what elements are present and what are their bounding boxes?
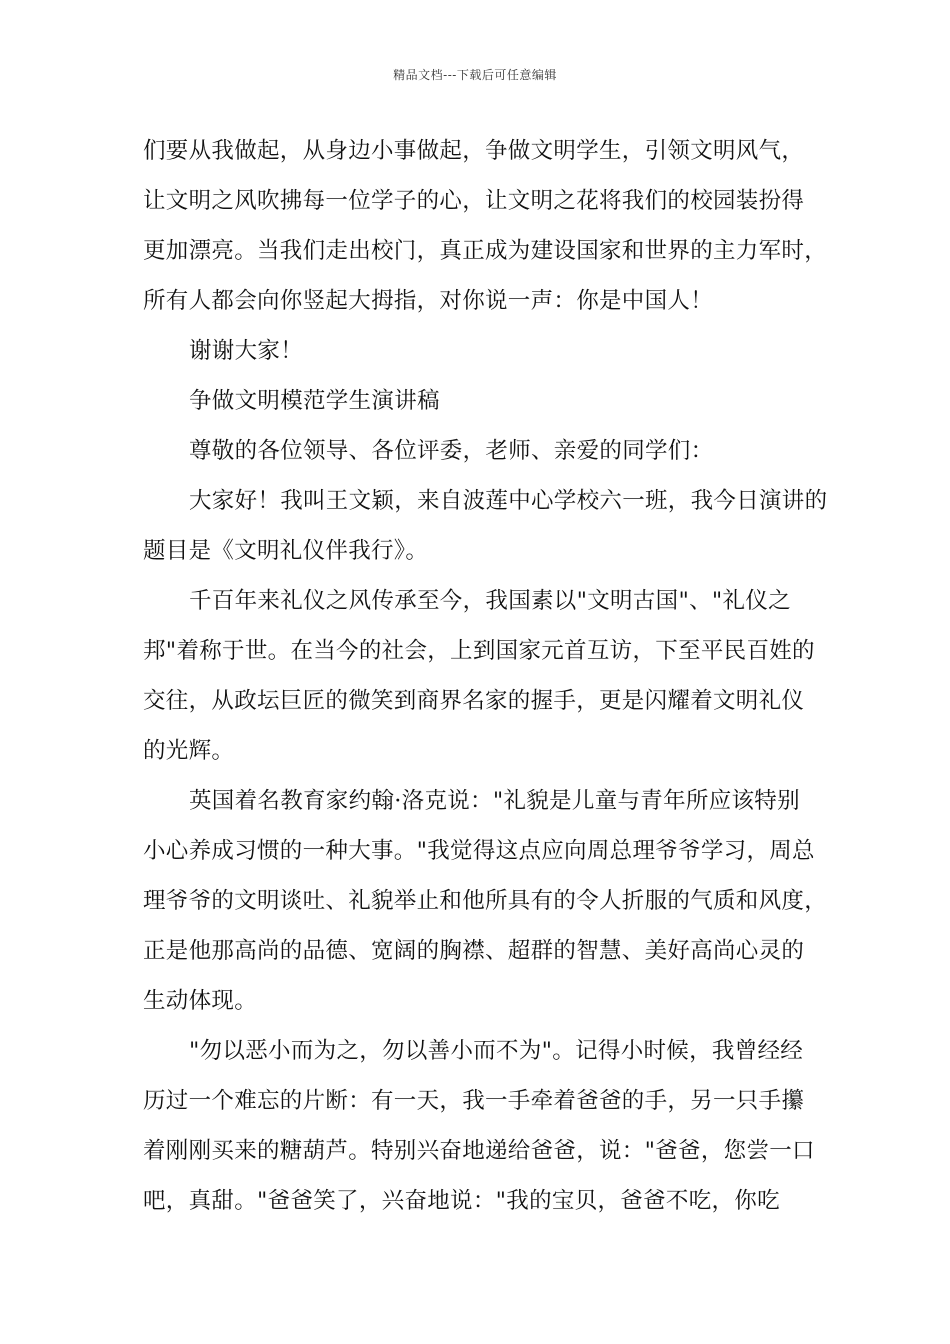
text-line: 小心养成习惯的一种大事。"我觉得这点应向周总理爷爷学习，周总 bbox=[143, 838, 815, 864]
page-header: 精品文档---下载后可任意编辑 bbox=[393, 68, 557, 82]
thanks-line: 谢谢大家！ bbox=[189, 338, 304, 364]
text-line: 英国着名教育家约翰·洛克说："礼貌是儿童与青年所应该特别 bbox=[189, 788, 800, 814]
text-line: 正是他那高尚的品德、宽阔的胸襟、超群的智慧、美好高尚心灵的 bbox=[143, 938, 805, 964]
text-line: 更加漂亮。当我们走出校门，真正成为建设国家和世界的主力军时， bbox=[143, 238, 828, 264]
salutation-line: 尊敬的各位领导、各位评委，老师、亲爱的同学们： bbox=[189, 438, 714, 464]
text-line: 让文明之风吹拂每一位学子的心，让文明之花将我们的校园装扮得 bbox=[143, 188, 805, 214]
text-line: 理爷爷的文明谈吐、礼貌举止和他所具有的令人折服的气质和风度， bbox=[143, 888, 828, 914]
text-line: 题目是《文明礼仪伴我行》。 bbox=[143, 538, 429, 564]
text-line: 邦"着称于世。在当今的社会，上到国家元首互访，下至平民百姓的 bbox=[143, 638, 815, 664]
text-line: 交往，从政坛巨匠的微笑到商界名家的握手，更是闪耀着文明礼仪 bbox=[143, 688, 805, 714]
text-line: 吧，真甜。"爸爸笑了，兴奋地说："我的宝贝，爸爸不吃，你吃 bbox=[143, 1188, 780, 1214]
speech-title: 争做文明模范学生演讲稿 bbox=[189, 388, 440, 414]
text-line: 所有人都会向你竖起大拇指，对你说一声：你是中国人！ bbox=[143, 288, 714, 314]
document-body bbox=[143, 126, 833, 1226]
text-line: 着刚刚买来的糖葫芦。特别兴奋地递给爸爸，说："爸爸，您尝一口 bbox=[143, 1138, 815, 1164]
text-line: 的光辉。 bbox=[143, 738, 235, 764]
text-line: "勿以恶小而为之，勿以善小而不为"。记得小时候，我曾经经 bbox=[189, 1038, 804, 1064]
text-line: 千百年来礼仪之风传承至今，我国素以"文明古国"、"礼仪之 bbox=[189, 588, 791, 614]
text-line: 们要从我做起，从身边小事做起，争做文明学生，引领文明风气， bbox=[143, 138, 805, 164]
text-line: 历过一个难忘的片断：有一天，我一手牵着爸爸的手，另一只手攥 bbox=[143, 1088, 805, 1114]
text-line: 大家好！我叫王文颖，来自波莲中心学校六一班，我今日演讲的 bbox=[189, 488, 828, 514]
text-line: 生动体现。 bbox=[143, 988, 258, 1014]
